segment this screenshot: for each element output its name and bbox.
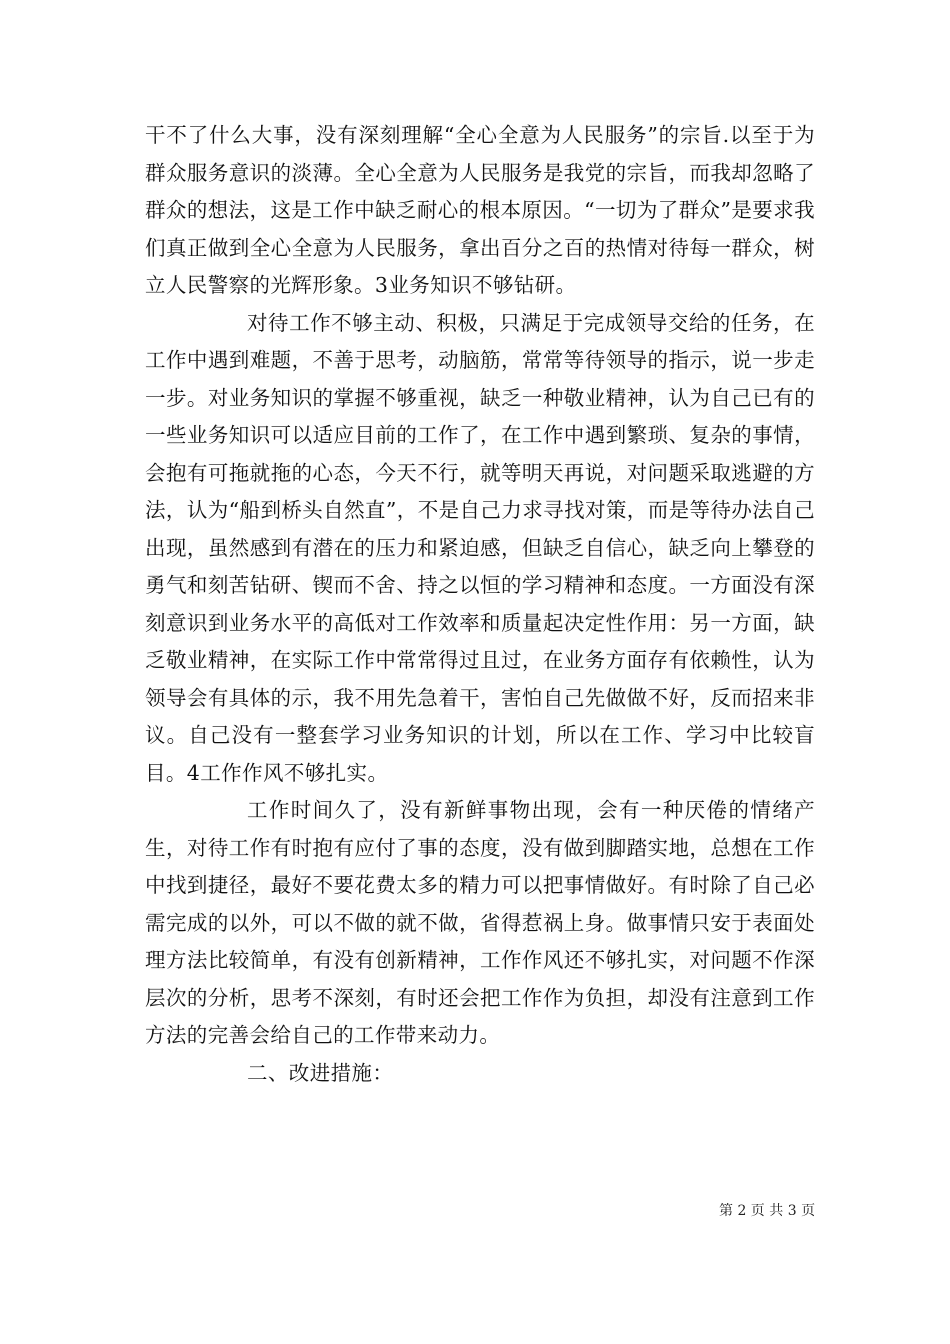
paragraph-1: 干不了什么大事，没有深刻理解“全心全意为人民服务”的宗旨.以至于为群众服务意识的淡薄。全心全意为人民服务是我党的宗旨，而我却忽略了群众的想法，这是工作中缺乏耐心的根本原因。“一切为了群众”是要求我们真正做到全心全意为人民服务，拿出百分之百的热情对待每一群众，树立人民警察的光辉形象。3业务知识不够钻研。: [145, 123, 815, 297]
document-body: [145, 117, 815, 1092]
paragraph-3: 工作时间久了，没有新鲜事物出现，会有一种厌倦的情绪产生，对待工作有时抱有应付了事的态度，没有做到脚踏实地，总想在工作中找到捷径，最好不要花费太多的精力可以把事情做好。有时除了自己必需完成的以外，可以不做的就不做，省得惹祸上身。做事情只安于表面处理方法比较简单，有没有创新精神，工作作风还不够扎实，对问题不作深层次的分析，思考不深刻，有时还会把工作作为负担，却没有注意到工作方法的完善会给自己的工作带来动力。: [145, 798, 815, 1047]
page-number-footer: 第 2 页 共 3 页: [719, 1203, 816, 1219]
paragraph-2: 对待工作不够主动、积极，只满足于完成领导交给的任务，在工作中遇到难题，不善于思考，动脑筋，常常等待领导的指示，说一步走一步。对业务知识的掌握不够重视，缺乏一种敬业精神，认为自己已有的一些业务知识可以适应目前的工作了，在工作中遇到繁琐、复杂的事情，会抱有可拖就拖的心态，今天不行，就等明天再说，对问题采取逃避的方法，认为“船到桥头自然直”，不是自己力求寻找对策，而是等待办法自己出现，虽然感到有潜在的压力和紧迫感，但缺乏自信心，缺乏向上攀登的勇气和刻苦钻研、锲而不舍、持之以恒的学习精神和态度。一方面没有深刻意识到业务水平的高低对工作效率和质量起决定性作用：另一方面，缺乏敬业精神，在实际工作中常常得过且过，在业务方面存有依赖性，认为领导会有具体的示，我不用先急着干，害怕自己先做做不好，反而招来非议。自己没有一整套学习业务知识的计划，所以在工作、学习中比较盲目。4工作作风不够扎实。: [145, 310, 815, 785]
section-heading-improvement-measures: 二、改进措施：: [247, 1060, 394, 1085]
